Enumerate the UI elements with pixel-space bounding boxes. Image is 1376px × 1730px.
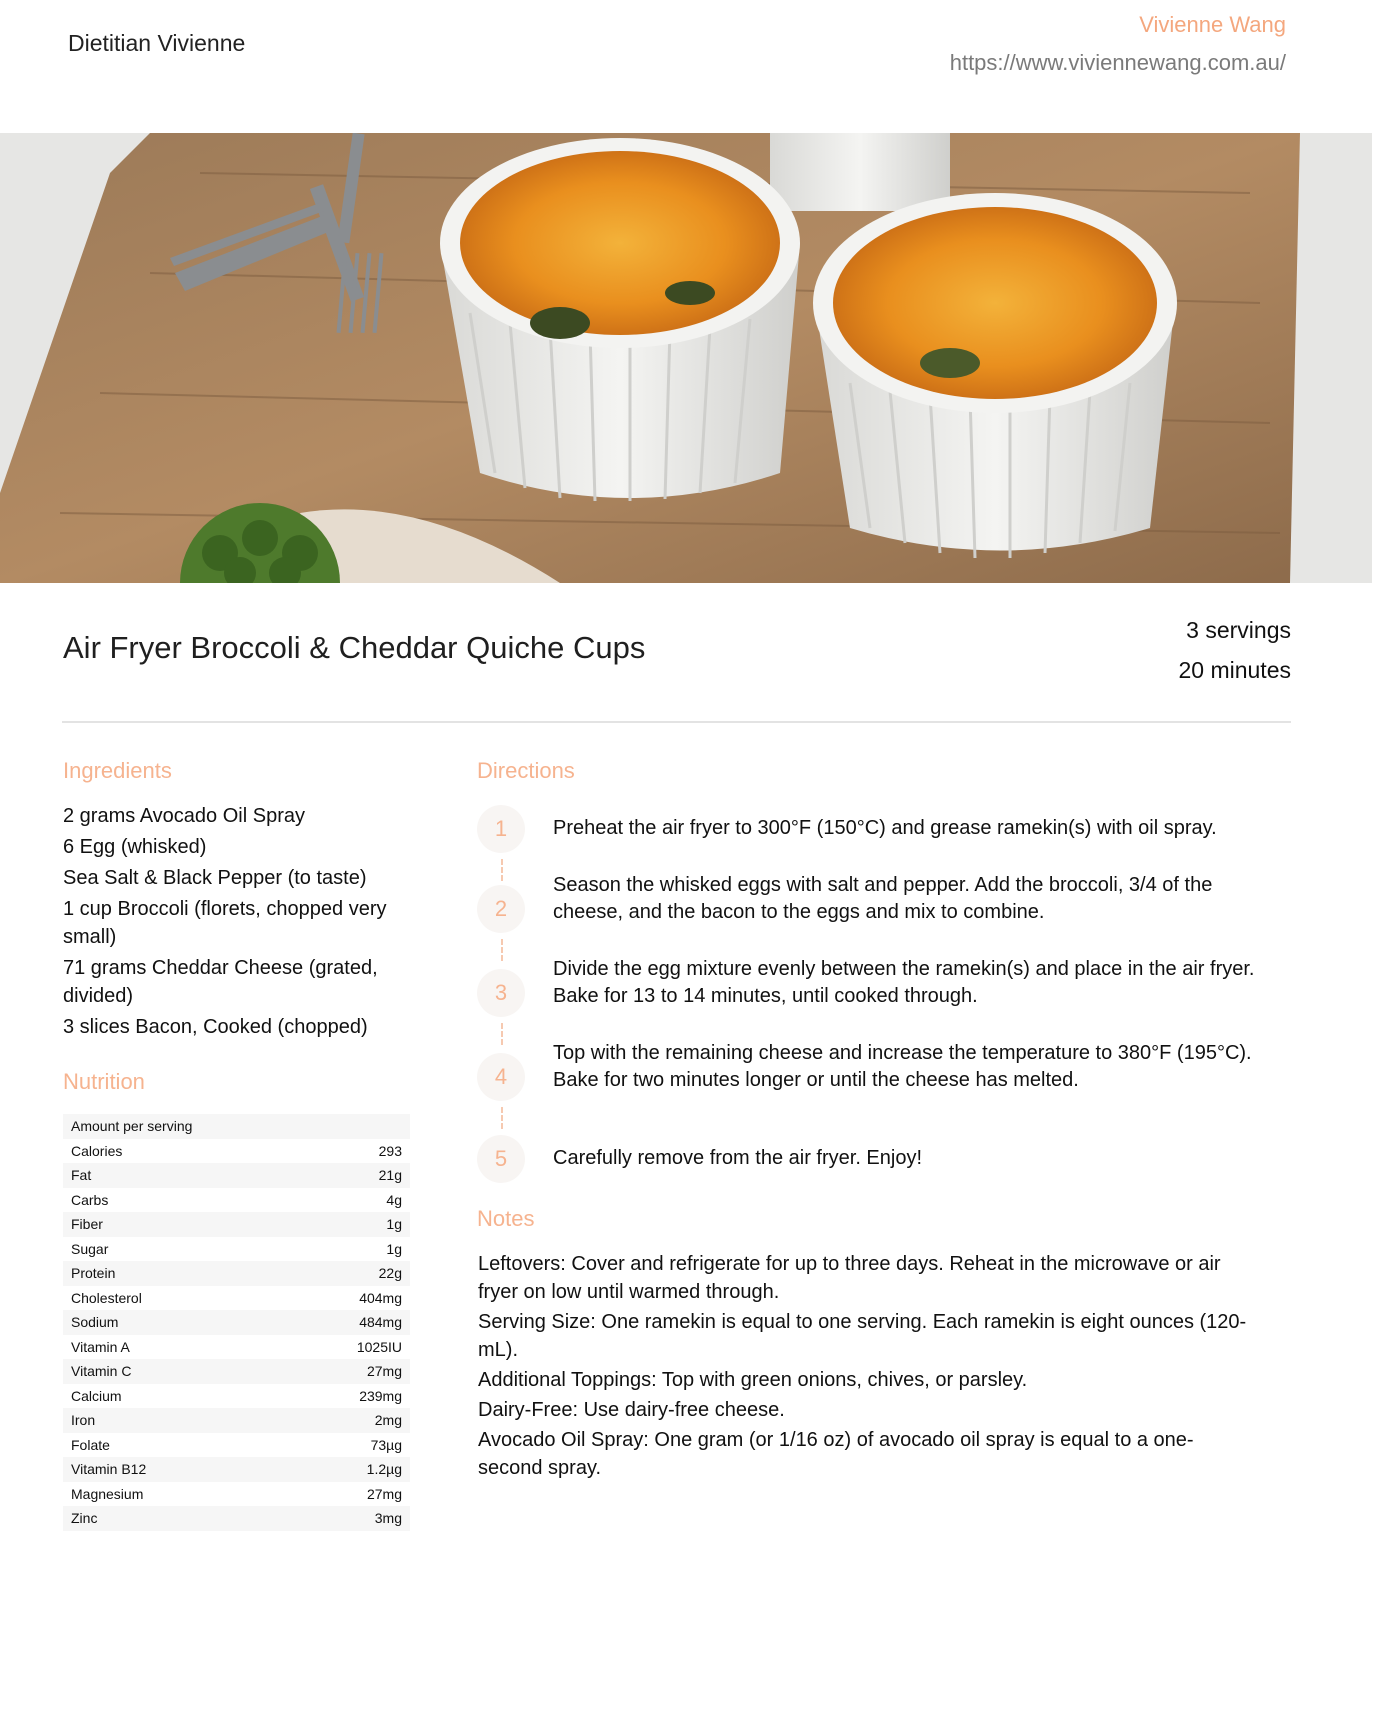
nutrient-label: Sugar <box>71 1240 109 1257</box>
recipe-title: Air Fryer Broccoli & Cheddar Quiche Cups <box>63 630 646 665</box>
page-header <box>0 0 1376 133</box>
note-item <box>478 1396 1248 1424</box>
nutrition-heading: Nutrition <box>63 1069 145 1094</box>
note-label: Additional Toppings: <box>478 1369 657 1391</box>
step-text: Carefully remove from the air fryer. Enjoy! <box>553 1147 923 1169</box>
website-url[interactable]: https://www.viviennewang.com.au/ <box>949 50 1286 75</box>
nutrient-value: 2mg <box>374 1412 402 1428</box>
nutrition-row <box>63 1506 410 1531</box>
note-text: Cover and refrigerate for up to three days. Reheat in the microwave or air fryer on low until warmed through. <box>478 1253 1221 1303</box>
step-number: 4 <box>477 1053 525 1101</box>
nutrient-label: Calcium <box>71 1387 122 1404</box>
note-item <box>478 1366 1248 1394</box>
ingredient-item: 2 grams Avocado Oil Spray <box>63 805 305 827</box>
nutrition-row <box>63 1188 410 1213</box>
note-label: Avocado Oil Spray: <box>478 1429 649 1451</box>
nutrient-value: 73µg <box>370 1436 402 1453</box>
step-connector <box>501 1023 503 1045</box>
note-label: Leftovers: <box>478 1253 566 1275</box>
ingredient-item: Sea Salt & Black Pepper (to taste) <box>63 867 367 889</box>
ingredient-item: 3 slices Bacon, Cooked (chopped) <box>63 1016 368 1038</box>
note-item <box>478 1308 1248 1364</box>
ingredient-item: 71 grams Cheddar Cheese (grated, divided) <box>63 957 378 1007</box>
nutrition-row <box>63 1359 410 1384</box>
nutrient-label: Magnesium <box>71 1485 144 1502</box>
nutrient-value: 4g <box>386 1191 402 1208</box>
nutrient-label: Protein <box>71 1265 116 1281</box>
step-number: 5 <box>477 1135 525 1183</box>
nutrient-value: 1.2µg <box>366 1461 402 1477</box>
nutrient-label: Fat <box>71 1167 92 1183</box>
divider <box>62 721 1291 723</box>
nutrient-value: 484mg <box>359 1314 402 1330</box>
nutrition-row <box>63 1457 410 1482</box>
step-number: 1 <box>477 805 525 853</box>
nutrient-label: Vitamin A <box>71 1338 130 1355</box>
nutrient-label: Folate <box>71 1436 110 1453</box>
step-text: Season the whisked eggs with salt and pepper. Add the broccoli, 3/4 of the cheese, and the bacon to the eggs and mix to combine. <box>553 874 1213 923</box>
recipe-meta <box>1178 615 1291 695</box>
nutrition-row <box>63 1237 410 1262</box>
step-number: 2 <box>477 885 525 933</box>
notes-heading: Notes <box>477 1206 535 1231</box>
ingredient-item: 1 cup Broccoli (florets, chopped very small) <box>63 898 387 948</box>
note-item <box>478 1250 1248 1306</box>
step-text: Preheat the air fryer to 300°F (150°C) and grease ramekin(s) with oil spray. <box>553 817 1217 839</box>
nutrition-row <box>63 1286 410 1311</box>
nutrition-row <box>63 1261 410 1286</box>
note-text: Top with green onions, chives, or parsley. <box>656 1369 1028 1391</box>
nutrition-row <box>63 1139 410 1164</box>
directions-heading: Directions <box>477 758 575 783</box>
nutrition-row <box>63 1212 410 1237</box>
step-text: Top with the remaining cheese and increase the temperature to 380°F (195°C). Bake for two minutes longer or until the cheese has melted. <box>553 1042 1252 1091</box>
nutrition-row <box>63 1384 410 1409</box>
nutrient-label: Iron <box>71 1412 96 1428</box>
nutrient-value: 27mg <box>366 1485 402 1502</box>
nutrient-value: 21g <box>378 1167 402 1183</box>
nutrient-value: 239mg <box>359 1387 402 1404</box>
step-text: Divide the egg mixture evenly between the ramekin(s) and place in the air fryer. Bake for 13 to 14 minutes, until cooked through. <box>553 958 1255 1007</box>
step-connector <box>501 939 503 961</box>
note-label: Dairy-Free: <box>478 1399 579 1421</box>
nutrient-value: 27mg <box>366 1363 402 1379</box>
nutrient-value: 22g <box>378 1265 402 1281</box>
nutrient-label: Fiber <box>71 1216 103 1232</box>
nutrient-label: Calories <box>71 1142 123 1159</box>
nutrient-value: 3mg <box>374 1510 402 1526</box>
ingredients-heading: Ingredients <box>63 758 172 783</box>
nutrient-label: Zinc <box>71 1510 98 1526</box>
nutrient-value: 404mg <box>359 1289 402 1306</box>
note-text: One ramekin is equal to one serving. Each ramekin is eight ounces (120-mL). <box>478 1311 1247 1361</box>
note-text: One gram (or 1/16 oz) of avocado oil spray is equal to a one-second spray. <box>478 1429 1194 1479</box>
brand-name: Dietitian Vivienne <box>68 30 246 56</box>
nutrition-row <box>63 1433 410 1458</box>
cook-time: 20 minutes <box>1178 657 1291 683</box>
nutrition-row <box>63 1482 410 1507</box>
nutrition-row <box>63 1163 410 1188</box>
step-number: 3 <box>477 969 525 1017</box>
nutrient-value: 1g <box>386 1216 402 1232</box>
note-item <box>478 1426 1248 1482</box>
quiche-photo <box>0 133 1372 583</box>
notes-list <box>478 1250 1248 1484</box>
author-name: Vivienne Wang <box>1139 12 1286 37</box>
nutrient-label: Vitamin B12 <box>71 1461 147 1477</box>
nutrition-row <box>63 1335 410 1360</box>
nutrient-value: 1g <box>386 1240 402 1257</box>
note-text: Use dairy-free cheese. <box>578 1399 785 1421</box>
nutrient-label: Carbs <box>71 1191 109 1208</box>
step-connector <box>501 859 503 881</box>
nutrition-row <box>63 1310 410 1335</box>
nutrient-label: Amount per serving <box>71 1118 193 1134</box>
servings: 3 servings <box>1186 617 1291 643</box>
step-connector <box>501 1107 503 1129</box>
nutrient-label: Cholesterol <box>71 1289 142 1306</box>
nutrition-row <box>63 1408 410 1433</box>
nutrient-label: Vitamin C <box>71 1363 132 1379</box>
ingredient-item: 6 Egg (whisked) <box>63 836 207 858</box>
note-label: Serving Size: <box>478 1311 596 1333</box>
nutrient-label: Sodium <box>71 1314 119 1330</box>
hero-image <box>0 133 1372 583</box>
nutrient-value: 293 <box>378 1142 402 1159</box>
nutrient-value: 1025IU <box>356 1338 402 1355</box>
nutrition-row <box>63 1114 410 1139</box>
ingredients-list <box>63 802 423 1044</box>
nutrition-table <box>63 1114 410 1531</box>
